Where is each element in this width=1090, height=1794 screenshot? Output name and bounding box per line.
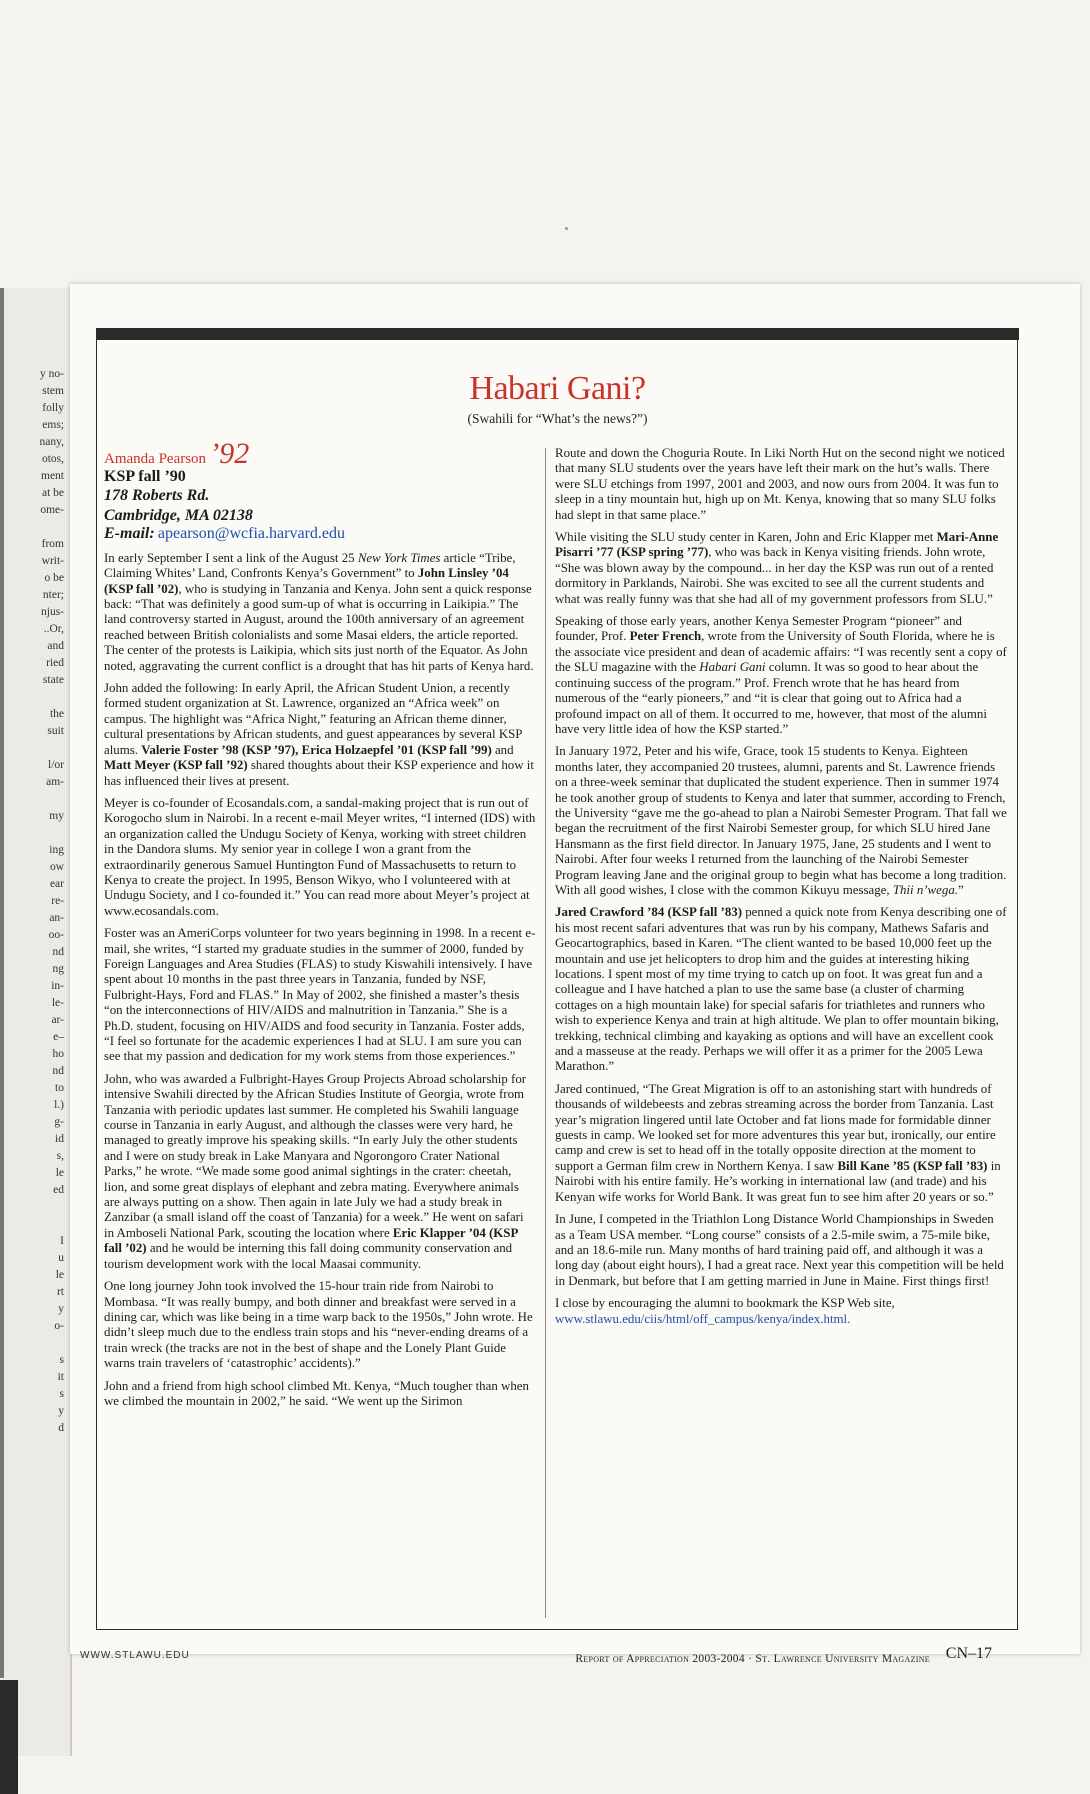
paragraph: Foster was an AmeriCorps volunteer for two years beginning in 1998. In a recent e-mail, she writes, “I started my graduate studies in the summer of 2000, funded by Foreign Languages and Area Studies (FLAS) to study Kiswahili intensively. I have spent about 10 months in the past three years in Tanzania, funded by NSF, Fulbright-Hays, Ford and FLAS.” In May of 2002, she finished a master’s thesis “on the interconnections of HIV/AIDS and malnutrition in Tanzania.” She is a Ph.D. student, focusing on HIV/AIDS and food security in Tanzania. Foster adds, “I feel so fortunate for the academic experiences I had at SLU. I am sure you can see that my passion and dedication for my work stems from those experiences.”: [104, 926, 536, 1064]
previous-page-fragment: otos,: [41, 453, 64, 465]
previous-page-fragment: ow: [49, 861, 64, 873]
previous-page-fragment: ome-: [40, 504, 64, 516]
previous-page-fragment: l/or: [48, 759, 64, 771]
email-link[interactable]: apearson@wcfia.harvard.edu: [157, 525, 345, 543]
previous-page-fragment: ment: [41, 470, 64, 482]
previous-page-fragment: am-: [46, 776, 64, 788]
right-column: [555, 446, 1007, 1334]
previous-page-fragment: stem: [42, 385, 64, 397]
paragraph: Jared continued, “The Great Migration is off to an astonishing start with hundreds of thousands of wildebeests and zebras streaming across the border from Tanzania. Last year’s migration lingered until late October and fat lions made for formidable dinner guests in camp. We looked set for more adventures this year but, ironically, our entire camp and crew is set to head off in the totally opposite direction at the moment to support a German film crew in Northern Kenya. I saw Bill Kane ’85 (KSP fall ’83) in Nairobi with his entire family. He’s working in international law (and trade) and his Kenyan wife works for World Bank. It was great fun to see him after 20 years or so.”: [555, 1081, 1001, 1204]
paragraph: John, who was awarded a Fulbright-Hayes Group Projects Abroad scholarship for intensive Swahili directed by the African Studies Institute of Georgia, wrote from Tanzania with periodic updates last summer. He completed his Swahili language course in Tanzania in early August, and although the classes were very hard, he managed to greatly improve his speaking skills. “In early July the other students and I were on study break in Lake Manyara and Ngorongoro Crater National Parks,” he wrote. “We made some good animal sightings in the crater: cheetah, lion, and some great displays of elephant and zebra mating. Everywhere animals are always putting on a show. Then again in late July we had a study break in Zanzibar (a small island off the coast of Tanzania) for a week.” He went on safari in Amboseli National Park, scouting the location where Eric Klapper ’04 (KSP fall ’02) and he would be interning this fall doing community conservation and tourism development work with the local Maasai community.: [104, 1071, 527, 1271]
page-subtitle: (Swahili for “What’s the news?”): [467, 411, 648, 426]
previous-page-fragment: state: [42, 674, 64, 686]
previous-page-fragment: nd: [52, 1065, 64, 1077]
previous-page-fragment: ing: [49, 844, 64, 856]
previous-page-edge: [0, 288, 72, 1756]
contact-address-1: 178 Roberts Rd.: [104, 487, 210, 505]
previous-page-fragment: e–: [53, 1031, 64, 1043]
paragraph: In January 1972, Peter and his wife, Grace, took 15 students to Kenya. Eighteen months later, they accompanied 20 trustees, alumni, parents and St. Lawrence friends on a three-week seminar that duplicated the student experience. Then in summer 1974 he took another group of students to Kenya and later that summer, according to French, the University “gave me the go-ahead to plan a Nairobi Semester Program. That fall we began the recruitment of the first Nairobi Semester group, for which SLU hired Jane Hansmann as the first field director. In January 1975, Jane, 25 students and I went to Nairobi. After four weeks I returned from the launching of the Nairobi Semester Program leaving Jane and the original group to begin what has become a long tradition. With all good wishes, I close with the common Kikuyu message, Thii n’wega.”: [555, 744, 1007, 897]
previous-page-fragment: [0, 1199, 70, 1216]
footer-publication: Report of Appreciation 2003-2004 · St. Lawrence University Magazine: [575, 1653, 930, 1665]
page-number: CN–17: [945, 1645, 992, 1662]
previous-page-fragment: suit: [47, 725, 64, 737]
previous-page-fragment: nany,: [39, 436, 64, 448]
previous-page-fragment: rt: [56, 1286, 64, 1298]
previous-page-fragment: ho: [52, 1048, 64, 1060]
previous-page-fragment: y: [58, 1405, 64, 1417]
previous-page-fragment: g-: [54, 1116, 64, 1128]
previous-page-fragment: it: [57, 1371, 64, 1383]
previous-page-fragment: o-: [54, 1320, 64, 1332]
ksp-website-link[interactable]: www.stlawu.edu/ciis/html/off_campus/kenya/index.html.: [555, 1311, 851, 1326]
paragraph: John and a friend from high school climbed Mt. Kenya, “Much tougher than when we climbed the mountain in 2002,” he said. “We went up the Sirimon: [104, 1378, 529, 1408]
previous-page-fragment: o be: [44, 572, 64, 584]
previous-page-fragment: from: [41, 538, 64, 550]
paragraph: Jared Crawford ’84 (KSP fall ’83) penned a quick note from Kenya describing one of his most recent safari adventures that was run by his company, Mathews Safaris and Geocartographics, based in Karen. “The client wanted to be based 10,000 feet up the mountain and use jet helicopters to drop him and the guides at interesting hiking locations. I spent most of my time trying to catch up on foot. It was great fun and a colleague and I have hatched a plan to use the same base (a cluster of charming cottages on a high mountain lake) for special safaris for triathletes and runners who wish to experience Kenya and train at high altitude. We plan to offer mountain biking, trekking, technical climbing and kayaking as options and will have an excellent cook and a masseuse at the ready. Perhaps we will offer it as a primer for the 2005 Lewa Marathon.”: [555, 905, 1007, 1074]
previous-page-fragment: [0, 1216, 70, 1233]
page-title: Habari Gani?: [469, 370, 646, 407]
page-spine: [0, 288, 4, 1678]
previous-page-fragment: folly: [42, 402, 64, 414]
previous-page-fragment: y: [58, 1303, 64, 1315]
previous-page-fragment: [0, 519, 70, 536]
previous-page-fragment: an-: [49, 912, 64, 924]
scan-dark-edge: [0, 1680, 18, 1794]
previous-page-fragment: [0, 740, 70, 757]
previous-page-fragment: I: [60, 1235, 64, 1247]
previous-page-fragment: [0, 689, 70, 706]
previous-page-fragment: [0, 825, 70, 842]
previous-page-fragment: in-: [51, 980, 64, 992]
previous-page-fragment: ear: [49, 878, 64, 890]
paragraph: Route and down the Choguria Route. In Liki North Hut on the second night we noticed that many SLU students over the years have left their mark on the hut’s walls. There were SLU etchings from 1997, 2001 and 2003, and now ours from 2004. It was fun to sleep in a tiny mountain hut, high up on Mt. Kenya, knowing that so many SLU folks had slept in that same place.”: [555, 446, 1005, 522]
contact-block: [104, 437, 536, 543]
footer-website: WWW.STLAWU.EDU: [80, 1650, 190, 1661]
previous-page-fragment: ems;: [42, 419, 64, 431]
contact-year: ’92: [209, 437, 250, 470]
previous-page-fragment: le: [55, 1269, 64, 1281]
previous-page-fragment: ed: [53, 1184, 64, 1196]
previous-page-fragment: ried: [46, 657, 64, 669]
contact-name: Amanda Pearson: [104, 451, 207, 467]
previous-page-fragment: u: [58, 1252, 64, 1264]
email-label: E-mail:: [104, 525, 155, 543]
previous-page-fragment: y no-: [40, 368, 64, 380]
header-bar: [96, 328, 1019, 340]
previous-page-fragment: re-: [51, 895, 64, 907]
paragraph: In early September I sent a link of the August 25 New York Times article “Tribe, Claiming Whites’ Land, Confronts Kenya’s Government” to John Linsley ’04 (KSP fall ’02), who is studying in Tanzania and Kenya. John sent a quick response back: “That was definitely a good sum-up of what is occurring in Laikipia.” The land controversy started in August, around the 100th anniversary of an agreement reached between British colonialists and some Masai elders, the article reported. The center of the protests is Laikipia, which sits just north of the Equator. As John noted, aggravating the current conflict is a drought that has hit parts of Kenya hard.: [104, 550, 534, 673]
previous-page-fragment: ..Or,: [43, 623, 64, 635]
column-divider: [545, 448, 546, 1618]
previous-page-fragment: my: [49, 810, 64, 822]
previous-page-fragment: [0, 791, 70, 808]
scan-speck: [565, 227, 568, 230]
paragraph: In June, I competed in the Triathlon Long Distance World Championships in Sweden as a Team USA member. “Long course” consists of a 2.5-mile swim, a 75-mile bike, and an 18.6-mile run. Many months of hard training paid off, and although it was a long day (about eight hours), I had a great race. Next year this competition will be held in Denmark, but before that I am getting married in June in Maine. First things first!: [555, 1212, 1004, 1288]
previous-page-fragment: ng: [52, 963, 64, 975]
previous-page-fragment: and: [47, 640, 64, 652]
contact-program: KSP fall ’90: [104, 468, 186, 486]
left-column: [104, 437, 536, 1416]
previous-page-fragment: d: [58, 1422, 64, 1434]
previous-page-fragment: the: [49, 708, 64, 720]
previous-page-fragment: s,: [56, 1150, 64, 1162]
previous-page-fragment: [0, 1335, 70, 1352]
previous-page-fragment: writ-: [41, 555, 64, 567]
previous-page-fragment: njus-: [41, 606, 64, 618]
previous-page-fragment: nter;: [42, 589, 64, 601]
paragraph: Meyer is co-founder of Ecosandals.com, a sandal-making project that is run out of Korogocho slum in Nairobi. In a recent e-mail Meyer writes, “I interned (IDS) with an organization called the Undugu Society of Kenya, working with street children in the Dandora slums. My senior year in college I won a grant from the extraordinarily generous Samuel Huntington Fund of Massachusetts to return to Kenya to create the project. In 1995, Benson Wikyo, who I volunteered with at Undugu Society, and I co-founded it.” You can read more about Meyer’s project at www.ecosandals.com.: [104, 795, 536, 918]
paragraph: One long journey John took involved the 15-hour train ride from Nairobi to Mombasa. “It was really bumpy, and both dinner and breakfast were served in a dining car, which was like being in a time warp back to the 1950s,” John wrote. He didn’t sleep much due to the endless train stops and his “never-ending dreams of a train wreck (the tracks are not in the best of shape and the Lonely Plant Guide warns train travelers of ‘catastrophic’ accidents).”: [104, 1279, 533, 1371]
paragraph: Speaking of those early years, another Kenya Semester Program “pioneer” and founder, Prof. Peter French, wrote from the University of South Florida, where he is the associate vice president and dean of academic affairs: “I was recently sent a copy of the SLU magazine with the Habari Gani column. It was so good to hear about the continuing success of the program.” Prof. French wrote that he has heard from numerous of the “early pioneers,” and “it is clear that going out to Africa had a profound impact on all of them. It occurred to me, however, that most of the alumni have very little idea of how the KSP started.”: [555, 614, 1007, 736]
previous-page-fragment: le-: [51, 997, 64, 1009]
paragraph: John added the following: In early April, the African Student Union, a recently formed student organization at St. Lawrence, organized an “Africa week” on campus. The highlight was “Africa Night,” featuring an African theme dinner, cultural presentations by African students, and guest appearances by several KSP alums. Valerie Foster ’98 (KSP ’97), Erica Holzaepfel ’01 (KSP fall ’99) and Matt Meyer (KSP fall ’92) shared thoughts about their KSP experience and how it has influenced their lives at present.: [104, 681, 534, 788]
paragraph: While visiting the SLU study center in Karen, John and Eric Klapper met Mari-Anne Pisarri ’77 (KSP spring ’77), who was back in Kenya visiting friends. John wrote, “She was blown away by the compound... in her day the KSP was run out of a rented dormitory in Parklands, Nairobi. She was excited to see all the current students and what was really funny was that she had all of my government professors from SLU.”: [555, 530, 999, 606]
contact-address-2: Cambridge, MA 02138: [104, 507, 253, 525]
previous-page-fragment: l.): [54, 1099, 64, 1111]
previous-page-fragment: to: [55, 1082, 64, 1094]
previous-page-fragment: nd: [52, 946, 64, 958]
previous-page-fragment: id: [55, 1133, 64, 1145]
previous-page-fragment: s: [59, 1388, 64, 1400]
previous-page-fragment: at be: [41, 487, 64, 499]
previous-page-fragment: le: [55, 1167, 64, 1179]
previous-page-fragment: ar-: [51, 1014, 64, 1026]
paragraph: I close by encouraging the alumni to bookmark the KSP Web site, www.stlawu.edu/ciis/html/off_campus/kenya/index.html.: [555, 1296, 895, 1326]
previous-page-fragment: s: [59, 1354, 64, 1366]
previous-page-fragment: oo-: [48, 929, 64, 941]
